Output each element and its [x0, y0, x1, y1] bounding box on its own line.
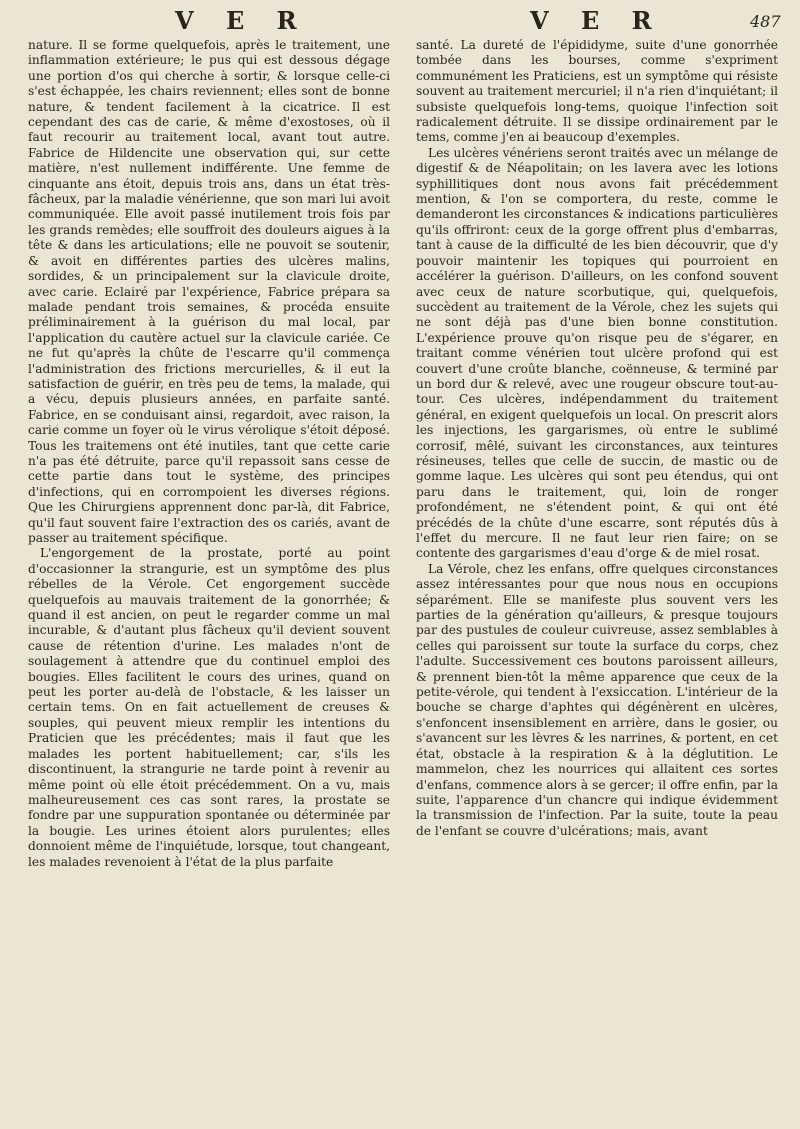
running-head	[0, 6, 800, 42]
running-head-left: V E R	[175, 6, 309, 35]
paragraph: santé. La dureté de l'épididyme, suite d'une gonorrhée tombée dans les bourses, comme s'expriment communément les Praticiens, est un symptôme qui résiste souvent au traitement mercuriel; il n'a rien d'inquiétant; il subsiste quelquefois long-tems, quoique l'infection soit radicalement détruite. Il se dissipe ordinairement par le tems, comme j'en ai beaucoup d'exemples.	[416, 38, 778, 145]
running-head-right: V E R	[530, 6, 664, 35]
paragraph: L'engorgement de la prostate, porté au point d'occasionner la strangurie, est un symptôme des plus rébelles de la Vérole. Cet engorgement succède quelquefois au mauvais traitement de la gonorrhée; & quand il est ancien, on peut le regarder comme un mal incurable, & d'autant plus fâcheux qu'il devient souvent cause de rétention d'urine. Les malades n'ont de soulagement à attendre que du continuel emploi des bougies. Elles facilitent le cours des urines, quand on peut les porter au-delà de l'obstacle, & les laisser un certain tems. On en fait actuellement de creuses & souples, qui peuvent mieux remplir les intentions du Praticien que les précédentes; mais il faut que les malades les portent habituellement; car, s'ils les discontinuent, la strangurie ne tarde point à revenir au même point où elle étoit précédemment. On a vu, mais malheureusement ces cas sont rares, la prostate se fondre par une suppuration spontanée ou déterminée par la bougie. Les urines étoient alors purulentes; elles donnoient même de l'inquiétude, lorsque, tout changeant, les malades revenoient à l'état de la plus parfaite	[28, 546, 390, 869]
left-column	[28, 38, 390, 870]
right-column	[416, 38, 778, 839]
paragraph: nature. Il se forme quelquefois, après le traitement, une inflammation extérieure; le pus qui est dessous dégage une portion d'os qui cherche à sortir, & lorsque celle-ci s'est échappée, les chairs reviennent; elles sont de bonne nature, & tendent facilement à la cicatrice. Il est cependant des cas de carie, & même d'exostoses, où il faut recourir au traitement local, avant tout autre. Fabrice de Hildencite une observation qui, sur cette matière, n'est nullement indifférente. Une femme de cinquante ans étoit, depuis trois ans, dans un état très-fâcheux, par la maladie vénérienne, que son mari lui avoit communiquée. Elle avoit passé inutilement trois fois par les grands remèdes; elle souffroit des douleurs aigues à la tête & dans les articulations; elle ne pouvoit se soutenir, & avoit en différentes parties des ulcères malins, sordides, & un principalement sur la clavicule droite, avec carie. Eclairé par l'expérience, Fabrice prépara sa malade pendant trois semaines, & procéda ensuite préliminairement à la guérison du mal local, par l'application du cautère actuel sur la clavicule cariée. Ce ne fut qu'après la chûte de l'escarre qu'il commença l'administration des frictions mercurielles, & il eut la satisfaction de guérir, en très peu de tems, la malade, qui a vécu, depuis plusieurs années, en parfaite santé. Fabrice, en se conduisant ainsi, regardoit, avec raison, la carie comme un foyer où le virus vérolique s'étoit déposé. Tous les traitemens ont été inutiles, tant que cette carie n'a pas été détruite, parce qu'il repassoit sans cesse de cette partie dans tout le système, des principes d'infections, qui en corrompoient les diverses régions. Que les Chirurgiens apprennent donc par-là, dit Fabrice, qu'il faut souvent faire l'extraction des os cariés, avant de passer au traitement spécifique.	[28, 38, 390, 545]
page-number: 487	[750, 12, 781, 31]
paragraph: Les ulcères vénériens seront traités avec un mélange de digestif & de Néapolitain; on les lavera avec les lotions syphillitiques dont nous avons fait précédemment mention, & l'on se comportera, du reste, comme le demanderont les circonstances & indications particulières qu'ils offriront: ceux de la gorge offrent plus d'embarras, tant à cause de la difficulté de les bien découvrir, que d'y pouvoir maintenir les topiques qui pourroient en accélérer la guérison. D'ailleurs, on les confond souvent avec ceux de nature scorbutique, qui, quelquefois, succèdent au traitement de la Vérole, chez les sujets qui ne sont déjà pas d'une bien bonne constitution. L'expérience prouve qu'on risque peu de s'égarer, en traitant comme vénérien tout ulcère profond qui est couvert d'une croûte blanche, coënneuse, & terminé par un bord dur & relevé, avec une rougeur obscure tout-au-tour. Ces ulcères, indépendamment du traitement général, en exigent quelquefois un local. On prescrit alors les injections, les gargarismes, où entre le sublimé corrosif, mêlé, suivant les circonstances, aux teintures résineuses, telles que celle de succin, de mastic ou de gomme laque. Les ulcères qui sont peu étendus, qui ont paru dans le traitement, qui, loin de ronger profondément, ne s'étendent point, & qui ont été précédés de la chûte d'une escarre, sont réputés dûs à l'effet du mercure. Il ne faut leur rien faire; on se contente des gargarismes d'eau d'orge & de miel rosat.	[416, 145, 778, 561]
paragraph: La Vérole, chez les enfans, offre quelques circonstances assez intéressantes pour que nous nous en occupions séparément. Elle se manifeste plus souvent vers les parties de la génération qu'ailleurs, & presque toujours par des pustules de couleur cuivreuse, assez semblables à celles qui paroissent sur toute la surface du corps, chez l'adulte. Successivement ces boutons paroissent ailleurs, & prennent bien-tôt la même apparence que ceux de la petite-vérole, qui tendent à l'exsiccation. L'intérieur de la bouche se charge d'aphtes qui dégénèrent en ulcères, s'enfoncent insensiblement en arrière, dans le gosier, ou s'avancent sur les lèvres & les narrines, & portent, en cet état, obstacle à la respiration & à la déglutition. Le mammelon, chez les nourrices qui allaitent ces sortes d'enfans, commence alors à se gercer; il offre enfin, par la suite, l'apparence d'un chancre qui indique évidemment la transmission de l'infection. Par la suite, toute la peau de l'enfant se couvre d'ulcérations; mais, avant	[416, 561, 778, 838]
